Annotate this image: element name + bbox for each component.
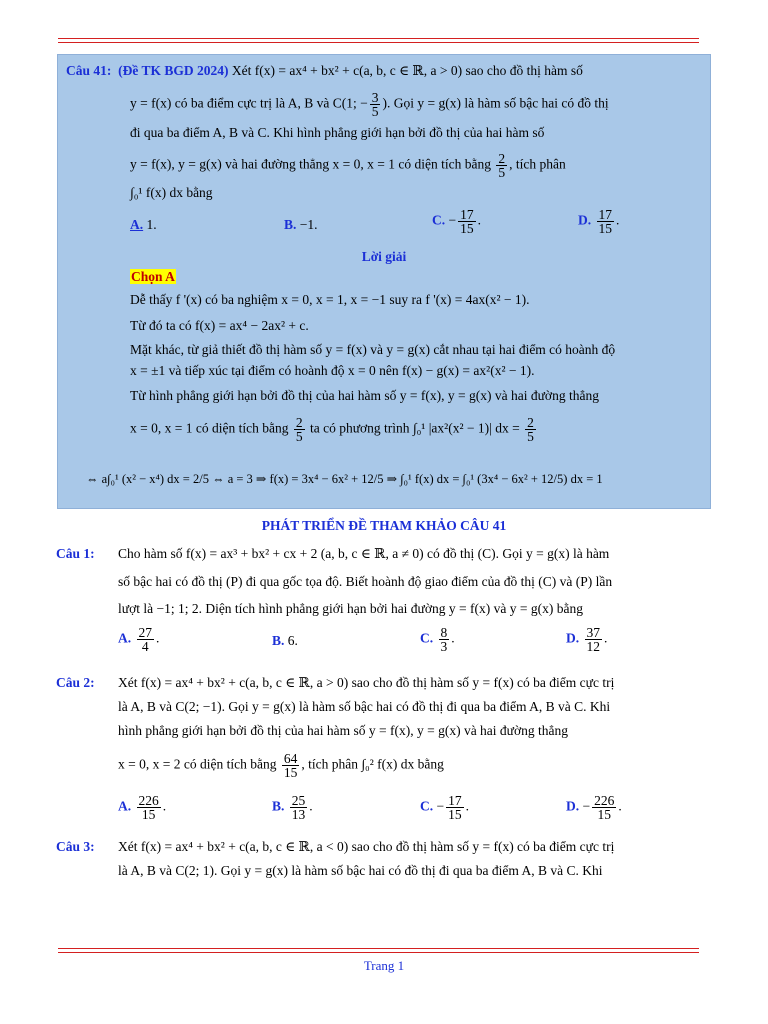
option-key: C. (432, 212, 446, 228)
chon-answer (130, 268, 176, 286)
option-sign: − (445, 212, 457, 228)
option-sign: − (582, 798, 591, 814)
fraction-den: 15 (598, 221, 612, 236)
fraction-num: 226 (138, 793, 159, 808)
step-fraction (294, 416, 305, 443)
q1-text: Cho hàm số f(x) = ax³ + bx² + cx + 2 (a, b, c ∈ ℝ, a ≠ 0) có đồ thị (C). Gọi y = g(x) là hàm (118, 546, 610, 561)
q1-option-a[interactable]: A. $\frac{27}{4}$ . (118, 625, 160, 654)
q2-text-3 (118, 722, 568, 740)
fraction-den: 4 (141, 639, 149, 654)
q3-text: Xét f(x) = ax⁴ + bx² + c(a, b, c ∈ ℝ, a < 0) sao cho đồ thị hàm số y = f(x) có ba điểm cực trị (118, 839, 615, 854)
option-key: C. (420, 798, 434, 814)
q2-label-line (56, 674, 95, 692)
q2-text-4 (118, 752, 444, 779)
option-fraction (290, 794, 308, 821)
solution-step-1 (130, 291, 530, 309)
fraction-num: 64 (283, 751, 298, 766)
solution-step-3 (130, 341, 615, 359)
step-text: Từ hình phẳng giới hạn bởi đồ thị của hai hàm số y = f(x), y = g(x) và hai đường thẳng (130, 388, 599, 403)
q2-option-a[interactable]: A. $\frac{226}{15}$ . (118, 793, 167, 822)
option-value: 1. (143, 217, 157, 232)
section-title (0, 517, 768, 535)
q2-fraction (282, 752, 300, 779)
q1-label: Câu 1: (56, 546, 95, 561)
solution-step-6 (130, 416, 538, 443)
fraction-den: 12 (586, 639, 600, 654)
step-text-b: ta có phương trình ∫₀¹ |ax²(x² − 1)| dx = (306, 420, 520, 436)
option-fraction (597, 208, 615, 235)
fraction-num: 17 (598, 207, 612, 222)
option-value: 6. (284, 633, 298, 648)
q2-text: là A, B và C(2; −1). Gọi y = g(x) là hàm số bậc hai có đồ thị đi qua ba điểm A, B và C. Khi (118, 699, 611, 714)
option-key: D. (566, 798, 580, 814)
fraction-num: 2 (498, 151, 506, 166)
page-number: Trang 1 (363, 958, 405, 973)
option-tail: . (616, 212, 620, 228)
fraction-den: 5 (371, 104, 379, 119)
option-value: −1. (296, 217, 318, 232)
option-fraction (592, 794, 616, 821)
fraction-den: 3 (440, 639, 448, 654)
footer-rule-bottom (58, 952, 699, 953)
option-fraction (439, 626, 450, 653)
q41-text-5: ∫₀¹ f(x) dx bằng (130, 185, 213, 200)
q2-text: hình phẳng giới hạn bởi đồ thị của hai hàm số y = f(x), y = g(x) và hai đường thẳng (118, 723, 569, 738)
step-fraction-2 (525, 416, 536, 443)
fraction-den: 5 (295, 429, 303, 444)
q1-text: số bậc hai có đồ thị (P) đi qua gốc tọa độ. Biết hoành độ giao điểm của đồ thị (C) và (P) lần (118, 574, 613, 589)
fraction-num: 226 (594, 793, 615, 808)
section-title-text: PHÁT TRIỂN ĐỀ THAM KHẢO CÂU 41 (261, 518, 507, 533)
solution-step-4 (130, 362, 534, 380)
option-key: A. (130, 217, 144, 232)
fraction-num: 17 (448, 793, 462, 808)
fraction-den: 15 (448, 807, 462, 822)
fraction-num: 25 (291, 793, 306, 808)
q41-fraction-2-5 (496, 152, 507, 179)
q41-text-2a: y = f(x) có ba điểm cực trị là A, B và C(1; − (130, 95, 368, 111)
q41-option-c[interactable] (432, 208, 481, 235)
step-text-a: x = 0, x = 1 có diện tích bằng (130, 420, 289, 436)
footer-rule-top (58, 948, 699, 949)
option-fraction (137, 794, 161, 821)
option-fraction (458, 208, 476, 235)
step-text: Mặt khác, từ giả thiết đồ thị hàm số y = f(x) và y = g(x) cắt nhau tại hai điểm có hoành độ (130, 342, 616, 357)
q41-label: Câu 41: (66, 63, 112, 78)
q1-option-d[interactable]: D. $\frac{37}{12}$ . (566, 625, 608, 654)
fraction-num: 2 (295, 415, 303, 430)
fraction-num: 37 (586, 625, 600, 640)
q3-text-1 (118, 838, 614, 856)
q41-line1 (66, 62, 583, 80)
q41-text-1: Xét f(x) = ax⁴ + bx² + c(a, b, c ∈ ℝ, a > 0) sao cho đồ thị hàm số (231, 63, 583, 78)
header-rule-bottom (58, 42, 699, 43)
q1-text-3 (118, 600, 583, 618)
option-key: B. (272, 798, 285, 814)
q2-text: Xét f(x) = ax⁴ + bx² + c(a, b, c ∈ ℝ, a > 0) sao cho đồ thị hàm số y = f(x) có ba điểm cực trị (118, 675, 615, 690)
q41-text-3: đi qua ba điểm A, B và C. Khi hình phẳng giới hạn bởi đồ thị của hai hàm số (130, 125, 545, 140)
q41-text-4b: , tích phân (509, 156, 566, 172)
fraction-num: 17 (460, 207, 474, 222)
q41-fraction-3-5 (370, 91, 381, 118)
loi-giai-text: Lời giải (361, 249, 407, 264)
fraction-den: 15 (597, 807, 611, 822)
fraction-den: 5 (498, 165, 506, 180)
q2-text-a: x = 0, x = 2 có diện tích bằng (118, 756, 277, 772)
q41-option-b[interactable] (284, 216, 318, 234)
fraction-num: 27 (138, 625, 152, 640)
q41-line3 (130, 124, 544, 142)
fraction-num: 3 (371, 90, 379, 105)
option-fraction (585, 626, 603, 653)
option-key: D. (566, 630, 580, 646)
step-text: Từ đó ta có f(x) = ax⁴ − 2ax² + c. (130, 318, 309, 333)
q3-text: là A, B và C(2; 1). Gọi y = g(x) là hàm số bậc hai có đồ thị đi qua ba điểm A, B và C. Khi (118, 863, 603, 878)
q2-option-b[interactable]: B. $\frac{25}{13}$ . (272, 793, 313, 822)
q41-line4 (130, 152, 566, 179)
q2-text-b: , tích phân ∫₀² f(x) dx bằng (301, 756, 444, 772)
q2-text-1 (118, 674, 614, 692)
fraction-num: 8 (440, 625, 448, 640)
option-fraction (446, 794, 464, 821)
option-sign (591, 213, 594, 228)
fraction-den: 15 (460, 221, 474, 236)
q41-option-d[interactable] (578, 208, 619, 235)
q41-line2 (130, 91, 609, 118)
option-key: D. (578, 212, 592, 228)
fraction-den: 15 (141, 807, 156, 822)
q1-text-2 (118, 573, 612, 591)
option-tail: . (477, 212, 481, 228)
q1-option-b[interactable] (272, 632, 298, 650)
loi-giai-heading (57, 248, 711, 266)
fraction-den: 13 (291, 807, 306, 822)
q2-label: Câu 2: (56, 675, 95, 690)
chon-label: Chọn A (131, 269, 175, 284)
q2-option-c[interactable]: C. − $\frac{17}{15}$ . (420, 793, 469, 822)
option-sign: − (436, 798, 445, 814)
q2-text-2 (118, 698, 610, 716)
q41-option-a[interactable] (130, 216, 157, 234)
q3-label-line (56, 838, 95, 856)
q1-line1 (56, 545, 95, 563)
q41-line5 (130, 184, 213, 202)
q41-source: (Đề TK BGD 2024) (118, 63, 229, 78)
option-key: B. (272, 633, 285, 648)
q2-option-d[interactable]: D. − $\frac{226}{15}$ . (566, 793, 622, 822)
step-text: x = ±1 và tiếp xúc tại điểm có hoành độ x = 0 nên f(x) − g(x) = ax²(x² − 1). (130, 363, 535, 378)
option-key: C. (420, 630, 434, 646)
step-text: ⇔ a∫₀¹ (x² − x⁴) dx = 2/5 ⇔ a = 3 ⇒ f(x) = 3x⁴ − 6x² + 12/5 ⇒ ∫₀¹ f(x) dx = ∫₀¹ (3x⁴ − 6x² + 12/5) dx = 1 (86, 472, 603, 486)
option-key: B. (284, 217, 297, 232)
option-fraction (137, 626, 155, 653)
q1-text-1 (118, 545, 609, 563)
q3-label: Câu 3: (56, 839, 95, 854)
fraction-den: 5 (527, 429, 534, 444)
q41-text-2b: ). Gọi y = g(x) là hàm số bậc hai có đồ thị (382, 95, 609, 111)
option-key: A. (118, 630, 132, 646)
q1-text: lượt là −1; 1; 2. Diện tích hình phẳng giới hạn bởi hai đường y = f(x) và y = g(x) bằng (118, 601, 583, 616)
option-key: A. (118, 798, 132, 814)
q41-text-4a: y = f(x), y = g(x) và hai đường thẳng x = 0, x = 1 có diện tích bằng (130, 156, 491, 172)
q3-text-2 (118, 862, 603, 880)
solution-step-5 (130, 387, 599, 405)
solution-step-2 (130, 317, 309, 335)
fraction-den: 15 (283, 765, 298, 780)
solution-step-7 (86, 470, 603, 488)
fraction-num: 2 (527, 415, 534, 430)
header-rule-top (58, 38, 699, 39)
q1-option-c[interactable]: C. $\frac{8}{3}$ . (420, 625, 455, 654)
step-text: Dễ thấy f '(x) có ba nghiệm x = 0, x = 1, x = −1 suy ra f '(x) = 4ax(x² − 1). (130, 292, 530, 307)
